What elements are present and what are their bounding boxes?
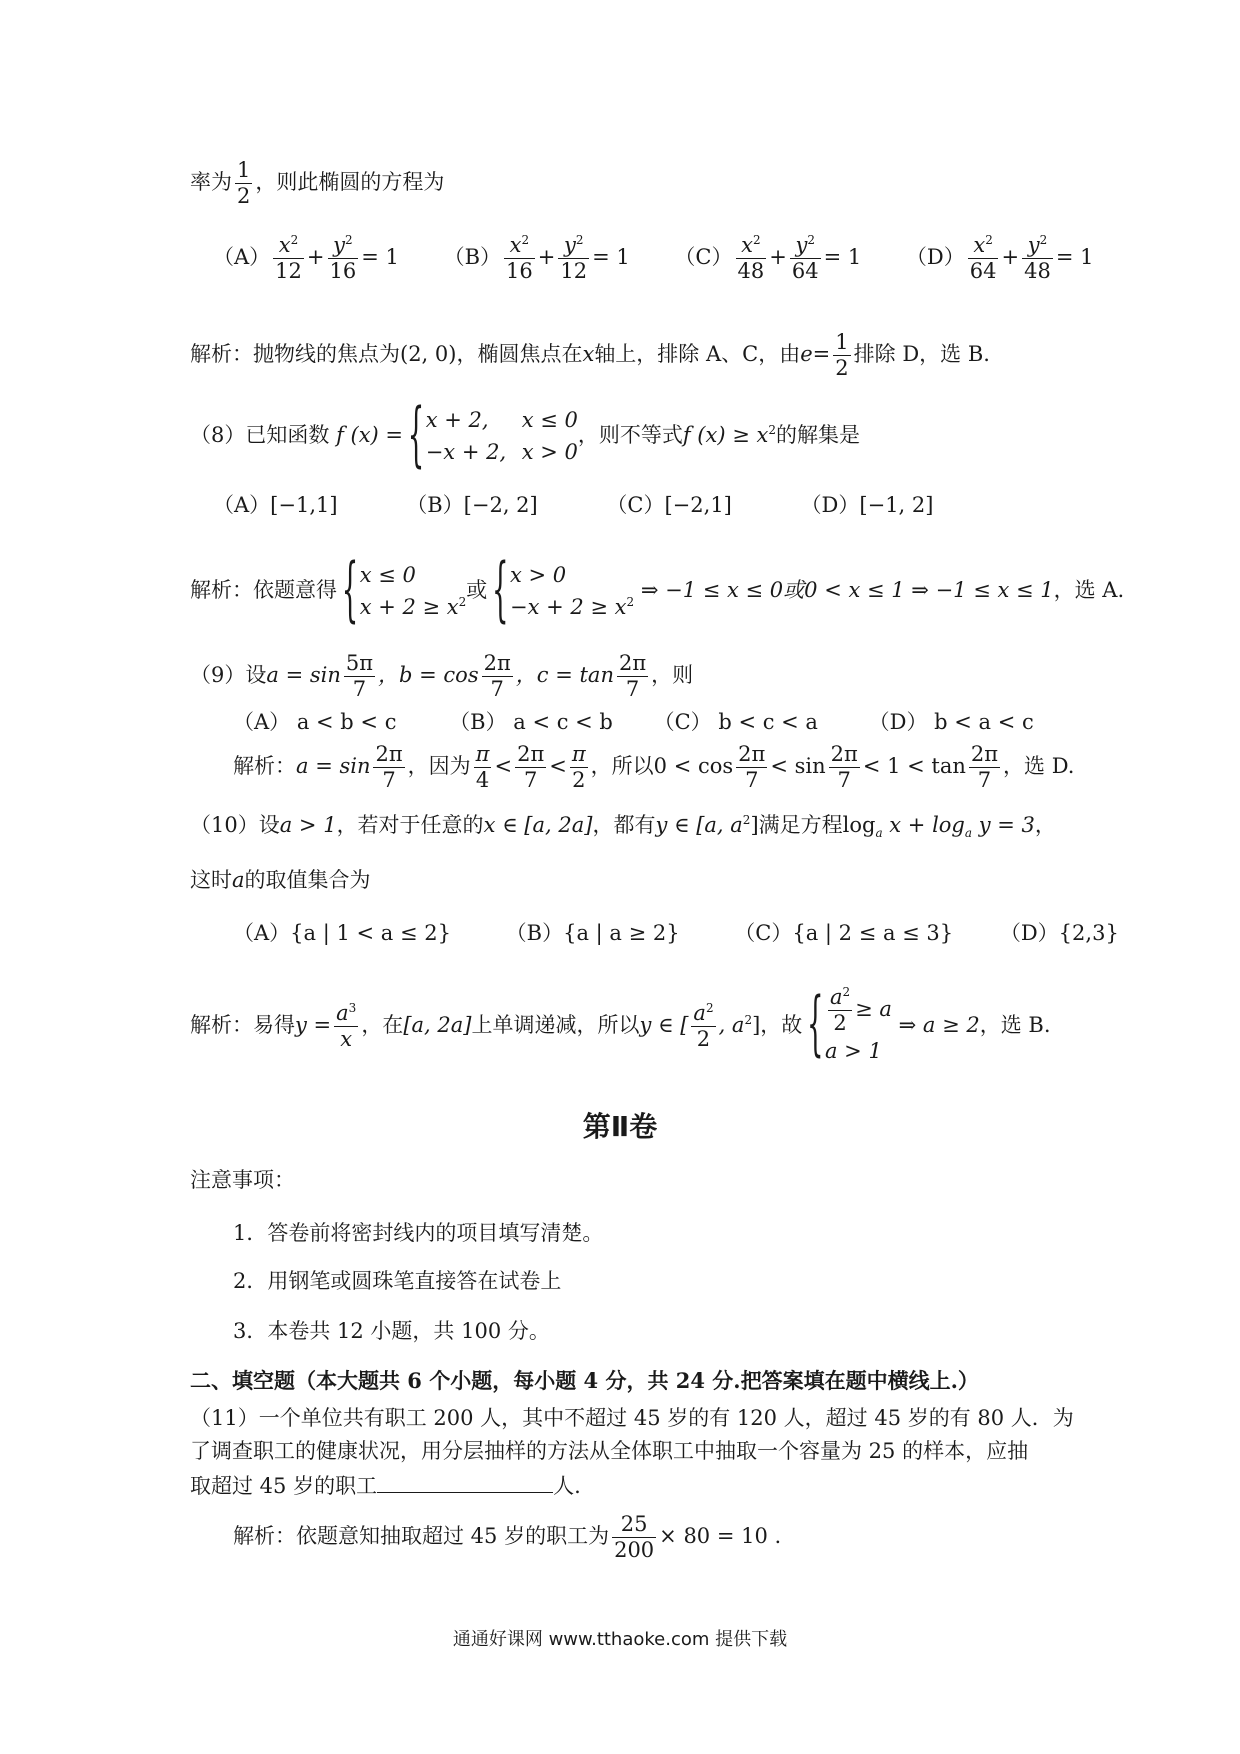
q10-option-b: （B）{a | a ≥ 2} [505,921,680,945]
q7-intro-prefix: 率为 [190,170,232,195]
notice-heading: 注意事项： [190,1168,295,1192]
q11-line-3: 取超过 45 岁的职工 人. [190,1474,581,1498]
q9-option-c: （C） b < c < a [653,710,818,734]
q10-stem-line2: 这时a的取值集合为 [190,868,371,892]
notice-item-1: 1．答卷前将密封线内的项目填写清楚。 [233,1221,604,1245]
q9-option-a: （A） a < b < c [233,710,397,734]
q7-option-d: （D） $\frac{x^2}{64}$ + $\frac{y^2}{48}$ = 1 [905,233,1094,284]
q8-system-2: { x > 0 $-x + 2 \ge x^2$ [494,560,634,623]
q7-option-c: （C） $\frac{x^2}{48}$ + $\frac{y^2}{64}$ = 1 [674,233,862,284]
q8-analysis: 解析：依题意得 { x ≤ 0 $x + 2 \ge x^2$ 或 { x > 0 $-x + 2 \ge x^2$ ⇒ −1 ≤ x ≤ 0或0 < x ≤ 1 ⇒ −1 ≤ x ≤ 1，选 A. [190,560,1124,623]
q8-option-c: （C）[−2,1] [606,493,732,517]
q7-option-b: （B） $\frac{x^2}{16}$ + $\frac{y^2}{12}$ = 1 [443,233,630,284]
q10-option-d: （D）{2,3} [999,921,1119,945]
q11-line-1: （11）一个单位共有职工 200 人，其中不超过 45 岁的有 120 人，超过 45 岁的有 80 人．为 [190,1406,1074,1430]
q8-option-b: （B）[−2, 2] [406,493,538,517]
q8-piecewise: { x + 2, x ≤ 0 −x + 2, x > 0 [410,405,578,468]
section-heading: 二、填空题（本大题共 6 个小题，每小题 4 分，共 24 分.把答案填在题中横线上.） [190,1368,979,1393]
q7-analysis-fraction: $\frac{1}{2}$ [835,330,849,381]
q7-intro-suffix: ，则此椭圆的方程为 [255,170,445,195]
q9-stem: （9）设a = sin $\frac{5\pi}{7}$ ，b = cos $\frac{2\pi}{7}$ ，c = tan $\frac{2\pi}{7}$ ，则 [190,651,694,702]
q7-fraction: $\frac{1}{2}$ [237,158,251,209]
q9-option-d: （D） b < a < c [868,710,1034,734]
q8-system-1: { x ≤ 0 $x + 2 \ge x^2$ [344,560,467,623]
part2-title: 第Ⅱ卷 [582,1110,658,1143]
q7-options [213,233,1093,284]
q8-options [213,495,971,516]
notice-item-2: 2．用钢笔或圆珠笔直接答在试卷上 [233,1269,562,1293]
q9-option-b: （B） a < c < b [449,710,613,734]
q9-analysis: 解析：a = sin $\frac{2\pi}{7}$ ，因为 $\frac{\pi}{4}$ < $\frac{2\pi}{7}$ < $\frac{\pi}{2}$ ，所以0 < cos $\frac{2\pi}{7}$ < sin $\frac{2\pi}{7}$ < 1 < tan $\frac{2\pi}{7}$ ，选 D. [233,742,1075,793]
q8-stem: （8）已知函数 f (x) = { x + 2, x ≤ 0 −x + 2, x > 0 ，则不等式f $(x) \ge x^2$的解集是 [190,405,860,468]
q10-option-c: （C）{a | 2 ≤ a ≤ 3} [734,921,954,945]
q10-options [233,923,1157,944]
notice-item-3: 3．本卷共 12 小题，共 100 分。 [233,1319,550,1343]
answer-blank[interactable] [377,1474,553,1493]
q7-analysis: 解析：抛物线的焦点为(2, 0)，椭圆焦点在x轴上，排除 A、C，由e= $\frac{1}{2}$ 排除 D，选 B. [190,330,990,381]
footer: 通通好课网 www.tthaoke.com 提供下载 [452,1629,788,1650]
q10-analysis: 解析：易得y = $\frac{a^3}{x}$ ，在[a, 2a]上单调递减，所以y ∈ [ $\frac{a^2}{2}$ , $a^2$]，故 { $\frac{a^2}{2}$ ≥ a a > 1 ⇒ a ≥ 2，选 B. [190,985,1051,1068]
q10-system: { $\frac{a^2}{2}$ ≥ a a > 1 [809,985,892,1068]
q7-intro [190,158,444,209]
q7-option-a: （A） $\frac{x^2}{12}$ + $\frac{y^2}{16}$ = 1 [213,233,399,284]
q10-stem: （10）设a > 1，若对于任意的x ∈ [a, 2a]，都有y ∈ [a, $a^2$]满足方程$\log_a x + \log_a y = 3$， [190,813,1056,841]
q8-option-a: （A）[−1,1] [213,493,338,517]
q11-analysis: 解析：依题意知抽取超过 45 岁的职工为 $\frac{25}{200}$ × 80 = 10 . [233,1512,782,1563]
q9-options [233,712,1072,733]
q10-option-a: （A）{a | 1 < a ≤ 2} [233,921,451,945]
q8-option-d: （D）[−1, 2] [800,493,934,517]
q11-line-2: 了调查职工的健康状况，用分层抽样的方法从全体职工中抽取一个容量为 25 的样本，应抽 [190,1439,1029,1463]
